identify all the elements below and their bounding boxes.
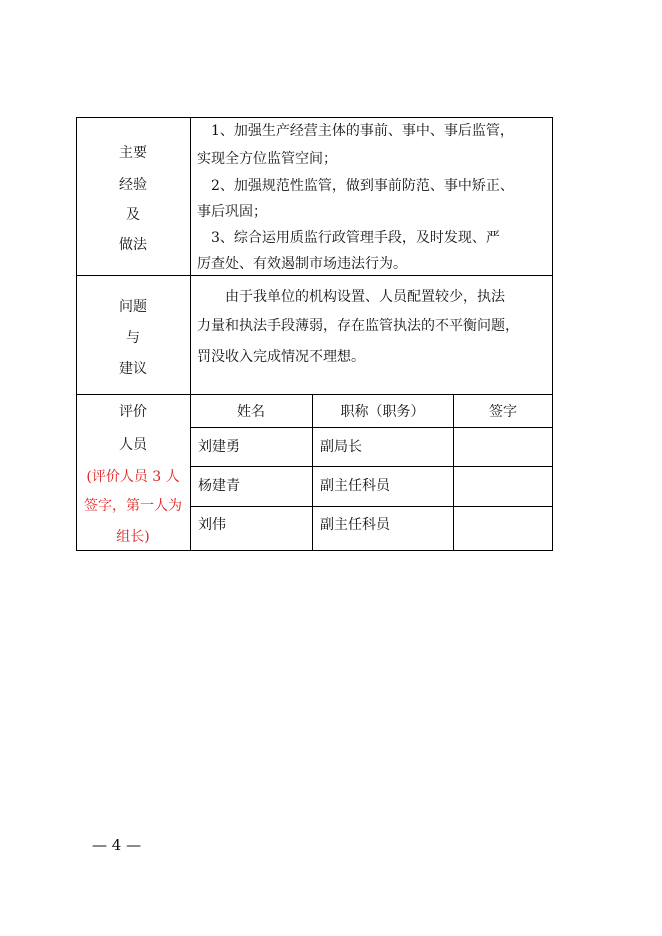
row-label-line: 建议 [119, 361, 147, 377]
evaluator-title: 副局长 [320, 439, 362, 455]
content-line: 事后巩固； [197, 204, 267, 220]
evaluator-note-line: (评价人员 3 人 [86, 469, 180, 485]
page-number: — 4 — [92, 836, 142, 854]
header-name: 姓名 [237, 404, 265, 420]
divider [190, 466, 553, 467]
content-line: 罚没收入完成情况不理想。 [197, 349, 365, 365]
header-signature: 签字 [489, 404, 517, 420]
content-line: 由于我单位的机构设置、人员配置较少，执法 [197, 289, 505, 305]
evaluator-title: 副主任科员 [320, 517, 390, 533]
content-line: 3、综合运用质监行政管理手段，及时发现、严 [197, 230, 500, 246]
content-line: 2、加强规范性监管，做到事前防范、事中矫正、 [197, 178, 514, 194]
row-label-line: 经验 [119, 177, 147, 193]
row-label-line: 做法 [119, 237, 147, 253]
content-line: 厉查处、有效遏制市场违法行为。 [197, 256, 407, 272]
evaluator-name: 刘伟 [198, 517, 226, 533]
evaluator-title: 副主任科员 [320, 478, 390, 494]
divider [190, 117, 191, 551]
row-label-line: 主要 [119, 145, 147, 161]
divider [76, 394, 553, 395]
row-label-line: 评价 [119, 404, 147, 420]
content-line: 实现全方位监管空间； [197, 151, 337, 167]
content-line: 1、加强生产经营主体的事前、事中、事后监管， [197, 123, 514, 139]
evaluator-note-line: 签字，第一人为 [84, 498, 182, 514]
evaluator-note-line: 组长) [116, 529, 150, 545]
evaluator-name: 杨建青 [198, 478, 240, 494]
evaluator-name: 刘建勇 [198, 439, 240, 455]
row-label-line: 与 [126, 330, 140, 346]
content-line: 力量和执法手段薄弱，存在监管执法的不平衡问题， [197, 318, 519, 334]
divider [76, 275, 553, 276]
divider [190, 427, 553, 428]
divider [190, 506, 553, 507]
header-title: 职称（职务） [340, 404, 425, 420]
row-label-line: 人员 [119, 437, 147, 453]
row-label-line: 及 [126, 207, 140, 223]
row-label-line: 问题 [119, 299, 147, 315]
